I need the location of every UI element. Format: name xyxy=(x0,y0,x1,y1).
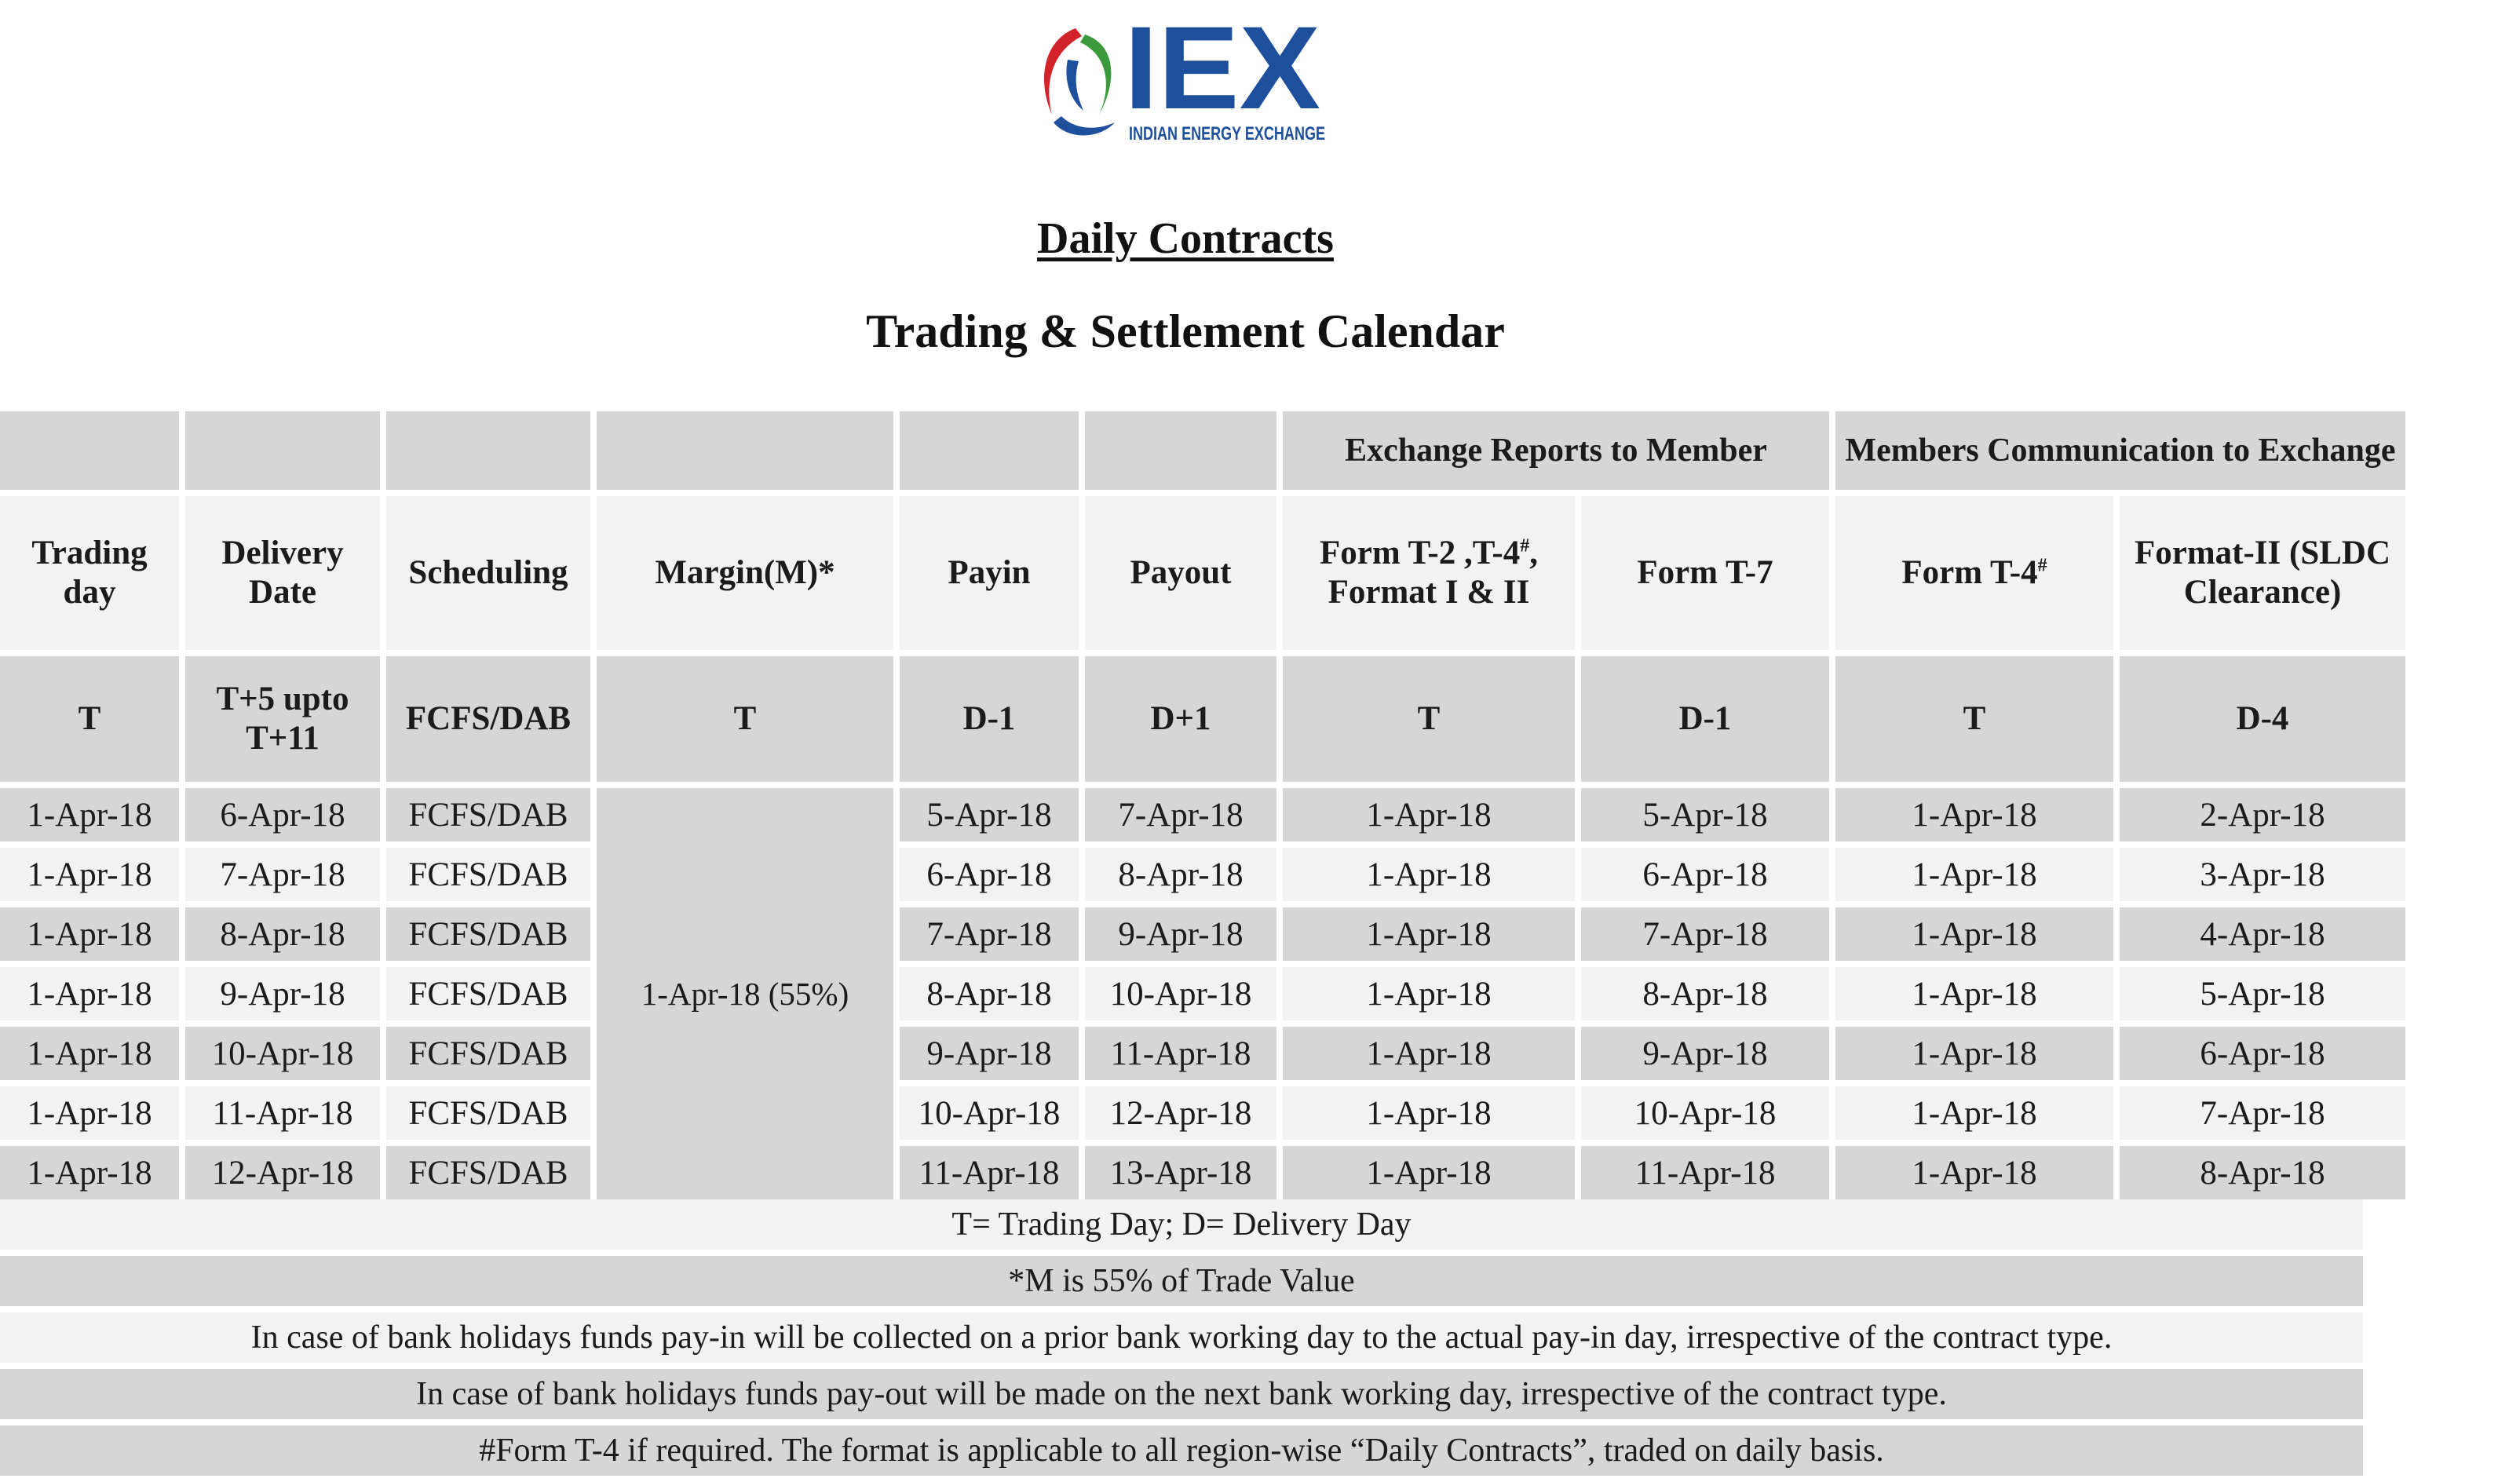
cell-format-ii: 3-Apr-18 xyxy=(2120,848,2405,901)
cell-trading-day: 1-Apr-18 xyxy=(0,1146,179,1199)
cell-payin: 11-Apr-18 xyxy=(900,1146,1079,1199)
cell-format-ii: 8-Apr-18 xyxy=(2120,1146,2405,1199)
settlement-calendar-table xyxy=(0,405,2412,1206)
form-t2-t4-label: Form T-2 ,T-4 xyxy=(1320,535,1521,571)
form-t4-label: Form T-4 xyxy=(1901,554,2038,591)
cell-payin: 6-Apr-18 xyxy=(900,848,1079,901)
cell-scheduling: FCFS/DAB xyxy=(386,907,590,961)
cell-payout: 8-Apr-18 xyxy=(1085,848,1276,901)
cell-scheduling: FCFS/DAB xyxy=(386,1027,590,1080)
code-scheduling: FCFS/DAB xyxy=(386,656,590,782)
blank-header-cell xyxy=(0,411,179,490)
logo-tagline: INDIAN ENERGY EXCHANGE xyxy=(1129,123,1325,144)
note-form-t4: #Form T-4 if required. The format is applicable to all region-wise “Daily Contracts”, traded on daily basis. xyxy=(0,1425,2363,1476)
cell-delivery-date: 11-Apr-18 xyxy=(185,1086,380,1140)
table-row xyxy=(0,1027,2405,1080)
cell-form-t7: 10-Apr-18 xyxy=(1581,1086,1829,1140)
cell-trading-day: 1-Apr-18 xyxy=(0,1027,179,1080)
cell-payout: 12-Apr-18 xyxy=(1085,1086,1276,1140)
notes-section xyxy=(0,1199,2363,1482)
iex-logo-graphic xyxy=(1021,5,1335,146)
group-header-row xyxy=(0,411,2405,490)
cell-form-t2-t4: 1-Apr-18 xyxy=(1283,907,1575,961)
col-header-scheduling: Scheduling xyxy=(386,496,590,650)
code-form-t2-t4: T xyxy=(1283,656,1575,782)
exchange-reports-header: Exchange Reports to Member xyxy=(1283,411,1829,490)
col-header-delivery-date: Delivery Date xyxy=(185,496,380,650)
members-communication-header: Members Communication to Exchange xyxy=(1835,411,2405,490)
cell-scheduling: FCFS/DAB xyxy=(386,788,590,841)
col-header-form-t2-t4: Form T-2 ,T-4#, Format I & II xyxy=(1283,496,1575,650)
code-trading-day: T xyxy=(0,656,179,782)
cell-trading-day: 1-Apr-18 xyxy=(0,848,179,901)
cell-form-t2-t4: 1-Apr-18 xyxy=(1283,1146,1575,1199)
cell-form-t4: 1-Apr-18 xyxy=(1835,967,2113,1020)
col-header-payout: Payout xyxy=(1085,496,1276,650)
column-header-row xyxy=(0,496,2405,650)
table-row xyxy=(0,967,2405,1020)
col-header-margin: Margin(M)* xyxy=(597,496,893,650)
cell-trading-day: 1-Apr-18 xyxy=(0,1086,179,1140)
table-row xyxy=(0,907,2405,961)
blank-header-cell xyxy=(900,411,1079,490)
cell-payout: 7-Apr-18 xyxy=(1085,788,1276,841)
code-delivery-date: T+5 upto T+11 xyxy=(185,656,380,782)
cell-trading-day: 1-Apr-18 xyxy=(0,788,179,841)
cell-form-t7: 5-Apr-18 xyxy=(1581,788,1829,841)
code-form-t7: D-1 xyxy=(1581,656,1829,782)
code-header-row xyxy=(0,656,2405,782)
cell-form-t2-t4: 1-Apr-18 xyxy=(1283,848,1575,901)
cell-delivery-date: 12-Apr-18 xyxy=(185,1146,380,1199)
table-row xyxy=(0,848,2405,901)
margin-value-cell: 1-Apr-18 (55%) xyxy=(597,788,893,1199)
table-row xyxy=(0,1086,2405,1140)
page-subtitle: Trading & Settlement Calendar xyxy=(866,305,1505,357)
cell-delivery-date: 6-Apr-18 xyxy=(185,788,380,841)
code-form-t4: T xyxy=(1835,656,2113,782)
cell-format-ii: 6-Apr-18 xyxy=(2120,1027,2405,1080)
cell-trading-day: 1-Apr-18 xyxy=(0,907,179,961)
cell-format-ii: 4-Apr-18 xyxy=(2120,907,2405,961)
cell-form-t7: 6-Apr-18 xyxy=(1581,848,1829,901)
cell-form-t4: 1-Apr-18 xyxy=(1835,907,2113,961)
blank-header-cell xyxy=(185,411,380,490)
cell-form-t7: 11-Apr-18 xyxy=(1581,1146,1829,1199)
cell-form-t4: 1-Apr-18 xyxy=(1835,848,2113,901)
data-rows xyxy=(0,788,2405,1199)
iex-logo xyxy=(1021,5,1335,146)
cell-form-t4: 1-Apr-18 xyxy=(1835,1086,2113,1140)
col-header-form-t7: Form T-7 xyxy=(1581,496,1829,650)
cell-form-t2-t4: 1-Apr-18 xyxy=(1283,967,1575,1020)
blank-header-cell xyxy=(386,411,590,490)
cell-scheduling: FCFS/DAB xyxy=(386,1146,590,1199)
code-payin: D-1 xyxy=(900,656,1079,782)
cell-form-t2-t4: 1-Apr-18 xyxy=(1283,788,1575,841)
cell-scheduling: FCFS/DAB xyxy=(386,967,590,1020)
note-legend: T= Trading Day; D= Delivery Day xyxy=(0,1199,2363,1250)
cell-payout: 9-Apr-18 xyxy=(1085,907,1276,961)
cell-payin: 10-Apr-18 xyxy=(900,1086,1079,1140)
cell-format-ii: 7-Apr-18 xyxy=(2120,1086,2405,1140)
cell-delivery-date: 10-Apr-18 xyxy=(185,1027,380,1080)
cell-format-ii: 2-Apr-18 xyxy=(2120,788,2405,841)
cell-delivery-date: 9-Apr-18 xyxy=(185,967,380,1020)
hash-mark: # xyxy=(2037,555,2047,576)
hash-mark: # xyxy=(1520,535,1530,557)
cell-payout: 11-Apr-18 xyxy=(1085,1027,1276,1080)
cell-payout: 10-Apr-18 xyxy=(1085,967,1276,1020)
table-row xyxy=(0,788,2405,841)
col-header-form-t4 xyxy=(1835,496,2113,650)
blank-header-cell xyxy=(1085,411,1276,490)
cell-trading-day: 1-Apr-18 xyxy=(0,967,179,1020)
cell-form-t2-t4: 1-Apr-18 xyxy=(1283,1027,1575,1080)
col-header-format-ii-sldc: Format-II (SLDC Clearance) xyxy=(2120,496,2405,650)
note-payin-holidays: In case of bank holidays funds pay-in will be collected on a prior bank working day to the actual pay-in day, irrespective of the contract type. xyxy=(0,1312,2363,1363)
cell-form-t7: 9-Apr-18 xyxy=(1581,1027,1829,1080)
cell-form-t4: 1-Apr-18 xyxy=(1835,788,2113,841)
table-row xyxy=(0,1146,2405,1199)
code-format-ii: D-4 xyxy=(2120,656,2405,782)
cell-delivery-date: 7-Apr-18 xyxy=(185,848,380,901)
page-title: Daily Contracts xyxy=(1037,214,1334,263)
cell-payin: 7-Apr-18 xyxy=(900,907,1079,961)
cell-form-t4: 1-Apr-18 xyxy=(1835,1027,2113,1080)
cell-payin: 8-Apr-18 xyxy=(900,967,1079,1020)
cell-scheduling: FCFS/DAB xyxy=(386,1086,590,1140)
cell-payin: 9-Apr-18 xyxy=(900,1027,1079,1080)
cell-format-ii: 5-Apr-18 xyxy=(2120,967,2405,1020)
cell-form-t7: 7-Apr-18 xyxy=(1581,907,1829,961)
code-payout: D+1 xyxy=(1085,656,1276,782)
cell-delivery-date: 8-Apr-18 xyxy=(185,907,380,961)
cell-form-t7: 8-Apr-18 xyxy=(1581,967,1829,1020)
cell-form-t2-t4: 1-Apr-18 xyxy=(1283,1086,1575,1140)
cell-form-t4: 1-Apr-18 xyxy=(1835,1146,2113,1199)
code-margin: T xyxy=(597,656,893,782)
note-margin: *M is 55% of Trade Value xyxy=(0,1256,2363,1306)
cell-payout: 13-Apr-18 xyxy=(1085,1146,1276,1199)
blank-header-cell xyxy=(597,411,893,490)
col-header-payin: Payin xyxy=(900,496,1079,650)
logo-wordmark: IEX xyxy=(1124,5,1320,133)
cell-scheduling: FCFS/DAB xyxy=(386,848,590,901)
col-header-trading-day: Trading day xyxy=(0,496,179,650)
format-i-ii-label: Format I & II xyxy=(1328,574,1530,611)
note-payout-holidays: In case of bank holidays funds pay-out will be made on the next bank working day, irrespective of the contract type. xyxy=(0,1369,2363,1419)
cell-payin: 5-Apr-18 xyxy=(900,788,1079,841)
